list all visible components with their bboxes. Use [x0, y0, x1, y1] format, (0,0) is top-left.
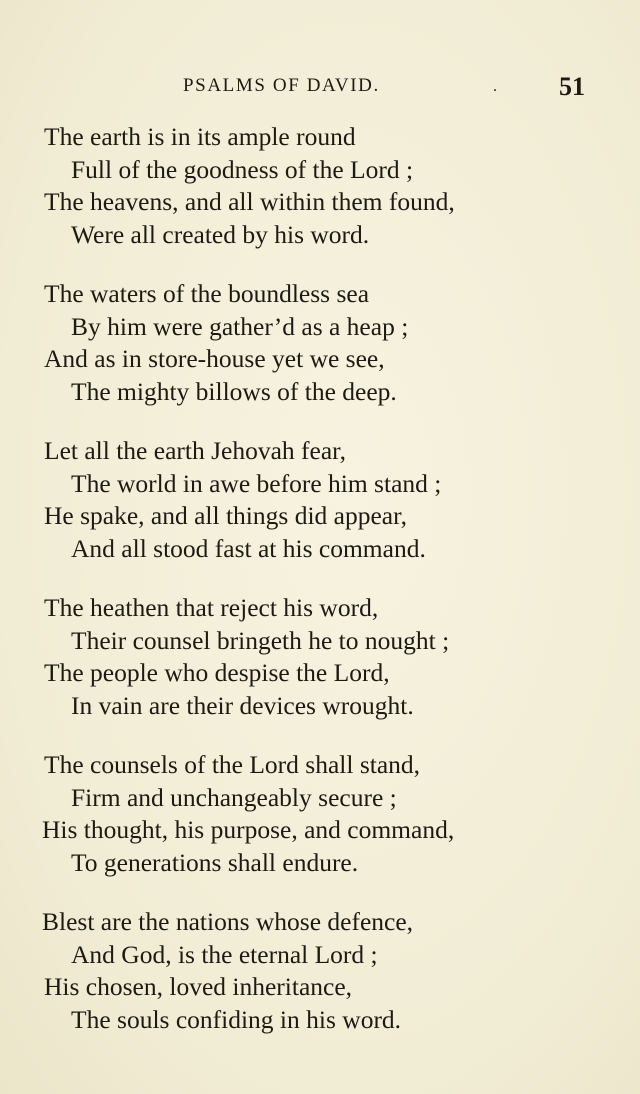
verse-line: The counsels of the Lord shall stand,	[44, 750, 421, 779]
verse-line: Blest are the nations whose defence,	[42, 907, 414, 936]
verse-line: And as in store-house yet we see,	[44, 344, 385, 373]
verse-line: By him were gather’d as a heap ;	[71, 311, 409, 341]
running-head	[0, 72, 640, 106]
stanza	[44, 121, 604, 251]
verse-line: Their counsel bringeth he to nought ;	[71, 625, 450, 655]
verse-line: Let all the earth Jehovah fear,	[44, 436, 346, 465]
verse-line: Firm and unchangeably secure ;	[71, 782, 397, 812]
verse-line: Were all created by his word.	[71, 219, 370, 249]
running-head-title: PSALMS OF DAVID.	[183, 75, 380, 96]
stanza	[44, 906, 604, 1036]
verse-line: And God, is the eternal Lord ;	[71, 939, 378, 969]
verse-line: Full of the goodness of the Lord ;	[71, 154, 414, 184]
running-head-mark: .	[493, 78, 497, 95]
verse-line: His thought, his purpose, and command,	[42, 815, 455, 844]
verse-line: The earth is in its ample round	[44, 122, 356, 151]
psalm-text	[44, 121, 604, 1063]
verse-line: His chosen, loved inheritance,	[44, 972, 353, 1001]
stanza	[44, 592, 604, 722]
verse-line: The world in awe before him stand ;	[71, 468, 442, 498]
verse-line: The souls confiding in his word.	[71, 1004, 402, 1034]
verse-line: And all stood fast at his command.	[71, 533, 426, 563]
verse-line: The heavens, and all within them found,	[44, 187, 455, 216]
verse-line: To generations shall endure.	[71, 847, 359, 877]
verse-line: The heathen that reject his word,	[44, 593, 379, 622]
stanza	[44, 278, 604, 408]
stanza	[44, 749, 604, 879]
verse-line: The mighty billows of the deep.	[71, 376, 397, 406]
verse-line: The waters of the boundless sea	[44, 279, 370, 308]
page-number: 51	[559, 72, 585, 101]
stanza	[44, 435, 604, 565]
verse-line: In vain are their devices wrought.	[71, 690, 414, 720]
verse-line: He spake, and all things did appear,	[44, 501, 407, 530]
verse-line: The people who despise the Lord,	[44, 658, 390, 687]
